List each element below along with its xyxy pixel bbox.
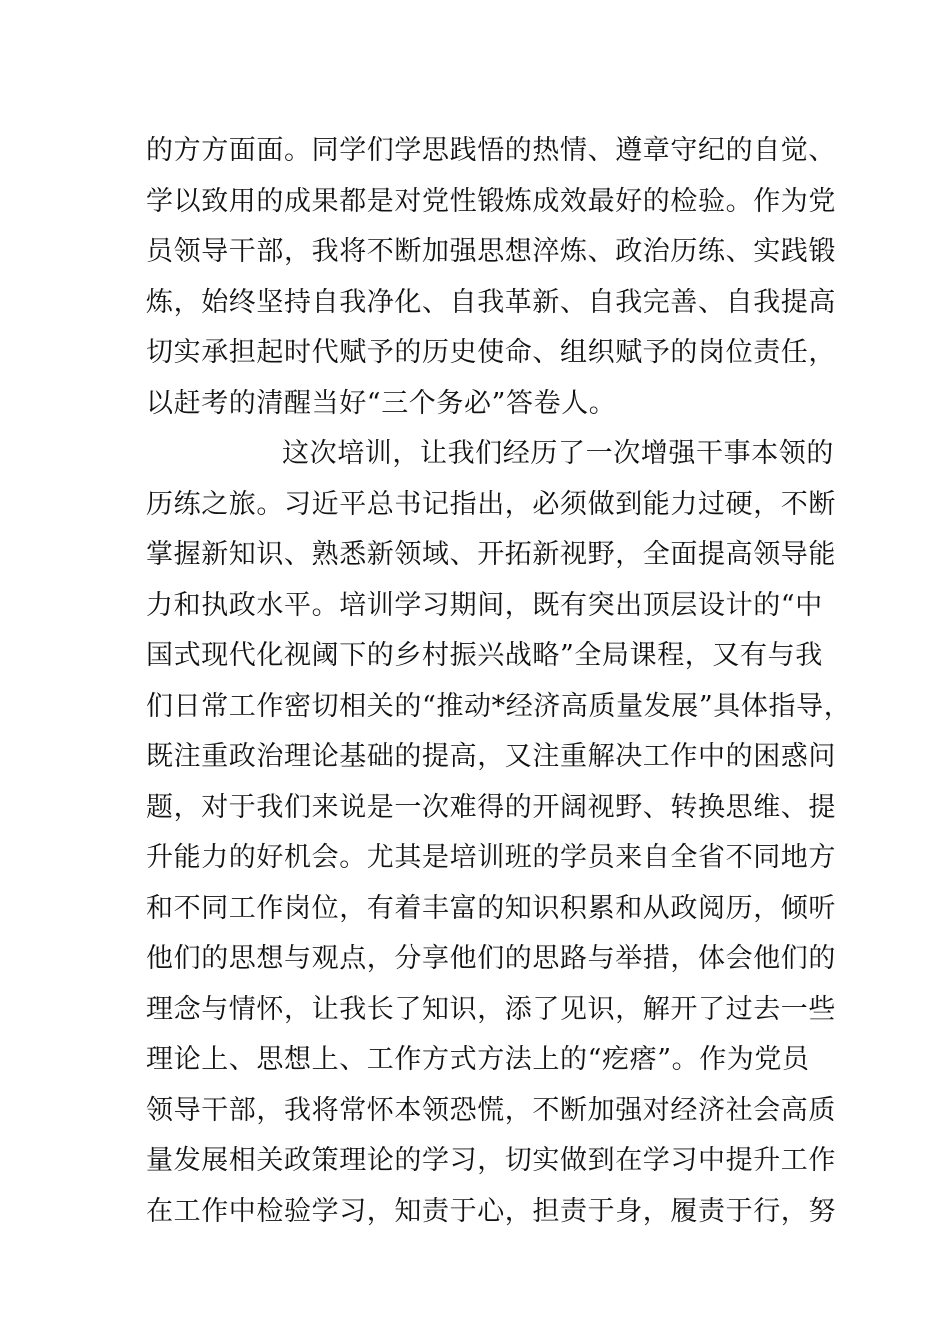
paragraph-2-line: 历练之旅。习近平总书记指出，必须做到能力过硬，不断 [146, 488, 836, 520]
paragraph-2-line: 掌握新知识、熟悉新领域、开拓新视野，全面提高领导能 [146, 539, 836, 570]
paragraph-2-line: 他们的思想与观点，分享他们的思路与举措，体会他们的 [146, 943, 836, 974]
paragraph-2-line: 在工作中检验学习，知责于心，担责于身，履责于行，努 [146, 1195, 836, 1227]
paragraph-1-line: 的方方面面。同学们学思践悟的热情、遵章守纪的自觉、 [146, 135, 836, 166]
paragraph-1-line: 切实承担起时代赋予的历史使命、组织赋予的岗位责任， [146, 337, 836, 368]
paragraph-1-line: 员领导干部，我将不断加强思想淬炼、政治历练、实践锻 [146, 236, 836, 267]
paragraph-2-line: 力和执政水平。培训学习期间，既有突出顶层设计的“中 [146, 589, 823, 621]
document-body [146, 126, 852, 1237]
paragraph-1-line: 学以致用的成果都是对党性锻炼成效最好的检验。作为党 [146, 185, 836, 217]
paragraph-1-line: 炼，始终坚持自我净化、自我革新、自我完善、自我提高 [146, 286, 836, 318]
paragraph-2-line: 和不同工作岗位，有着丰富的知识积累和从政阅历，倾听 [146, 892, 836, 924]
paragraph-2-line: 理念与情怀，让我长了知识，添了见识，解开了过去一些 [146, 993, 836, 1025]
paragraph-2-line: 领导干部，我将常怀本领恐慌，不断加强对经济社会高质 [146, 1094, 836, 1126]
paragraph-2-line: 量发展相关政策理论的学习，切实做到在学习中提升工作 [146, 1145, 836, 1176]
paragraph-2-line: 既注重政治理论基础的提高，又注重解决工作中的困惑问 [146, 741, 836, 772]
paragraph-2-line: 们日常工作密切相关的“推动*经济高质量发展”具体指导， [146, 690, 852, 722]
paragraph-2-line: 升能力的好机会。尤其是培训班的学员来自全省不同地方 [146, 842, 836, 873]
paragraph-2-line: 题，对于我们来说是一次难得的开阔视野、转换思维、提 [146, 791, 836, 823]
paragraph-1-line: 以赶考的清醒当好“三个务必”答卷人。 [146, 387, 617, 419]
paragraph-2-first-line: 这次培训，让我们经历了一次增强干事本领的 [282, 438, 834, 469]
paragraph-2-line: 理论上、思想上、工作方式方法上的“疙瘩”。作为党员 [146, 1044, 810, 1075]
paragraph-2-line: 国式现代化视阈下的乡村振兴战略”全局课程，又有与我 [146, 640, 823, 671]
